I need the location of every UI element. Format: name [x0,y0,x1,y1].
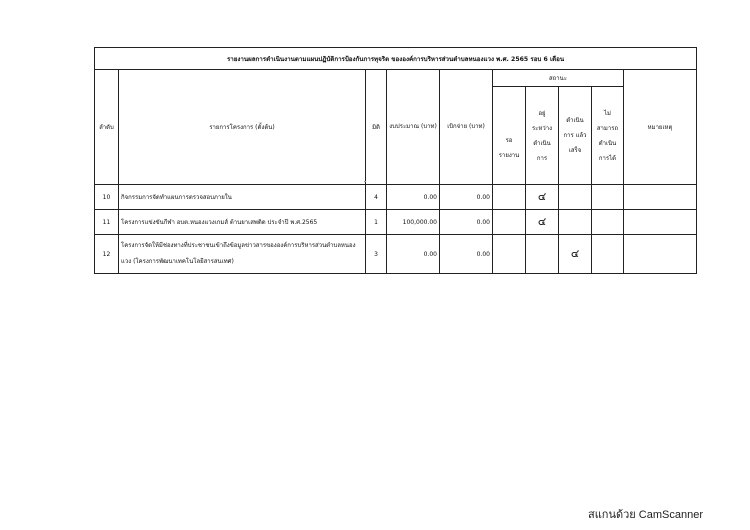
row-remarks [624,210,697,235]
row-status-done-mark: ๔ [559,235,592,274]
header-status: สถานะ [493,70,624,87]
row-remarks [624,235,697,274]
report-table [94,47,697,274]
row-status-waiting-cell [493,185,526,210]
row-budget: 100,000.00 [387,210,440,235]
header-status-in-progress: อยู่ ระหว่าง ดำเนิน การ [526,87,559,185]
row-project: กิจกรรมการจัดทำแผนการตรวจสอบภายใน [119,185,366,210]
row-status-not-possible-cell [592,185,624,210]
row-dimension: 4 [366,185,387,210]
row-number: 12 [95,235,119,274]
row-dimension: 3 [366,235,387,274]
row-remarks [624,185,697,210]
report-table-container [94,47,673,265]
row-status-in-progress-mark: ๔ [526,210,559,235]
header-status-done: ดำเนิน การ แล้วเสร็จ [559,87,592,185]
row-budget: 0.00 [387,185,440,210]
row-status-done-cell [559,185,592,210]
header-dimension: มิติ [366,70,387,185]
table-row [95,185,697,210]
table-row [95,210,697,235]
scan-speck [364,181,366,182]
row-disbursed: 0.00 [440,185,493,210]
row-number: 10 [95,185,119,210]
table-row [95,235,697,274]
header-disbursed: เบิกจ่าย (บาท) [440,70,493,185]
row-status-done-cell [559,210,592,235]
header-status-not-possible: ไม่ สามารถ ดำเนิน การได้ [592,87,624,185]
row-disbursed: 0.00 [440,235,493,274]
row-status-waiting-cell [493,235,526,274]
header-row [95,70,697,87]
title-row [95,48,697,70]
row-status-not-possible-cell [592,210,624,235]
header-project: รายการโครงการ (ตั้งต้น) [119,70,366,185]
row-dimension: 1 [366,210,387,235]
report-title: รายงานผลการดำเนินงานตามแผนปฏิบัติการป้องกันการทุจริต ขององค์การบริหารส่วนตำบลหนองแวง พ.ศ. 2565 รอบ 6 เดือน [95,48,697,70]
row-status-in-progress-cell [526,235,559,274]
header-order: ลำดับ [95,70,119,185]
row-budget: 0.00 [387,235,440,274]
row-project: โครงการแข่งขันกีฬา อบต.หนองแวงเกมส์ ต้านยาเสพติด ประจำปี พ.ศ.2565 [119,210,366,235]
row-disbursed: 0.00 [440,210,493,235]
header-budget: งบประมาณ (บาท) [387,70,440,185]
scanner-watermark: สแกนด้วย CamScanner [587,509,703,521]
row-status-in-progress-mark: ๔ [526,185,559,210]
header-remarks: หมายเหตุ [624,70,697,185]
header-status-waiting: รอ รายงาน [493,87,526,185]
row-status-not-possible-cell [592,235,624,274]
row-status-waiting-cell [493,210,526,235]
row-project: โครงการจัดให้มีช่องทางที่ประชาชนเข้าถึงข้อมูลข่าวสารขององค์การบริหารส่วนตำบลหนองแวง (โครงการพัฒนาเทคโนโลยีสารสนเทศ) [119,235,366,274]
row-number: 11 [95,210,119,235]
